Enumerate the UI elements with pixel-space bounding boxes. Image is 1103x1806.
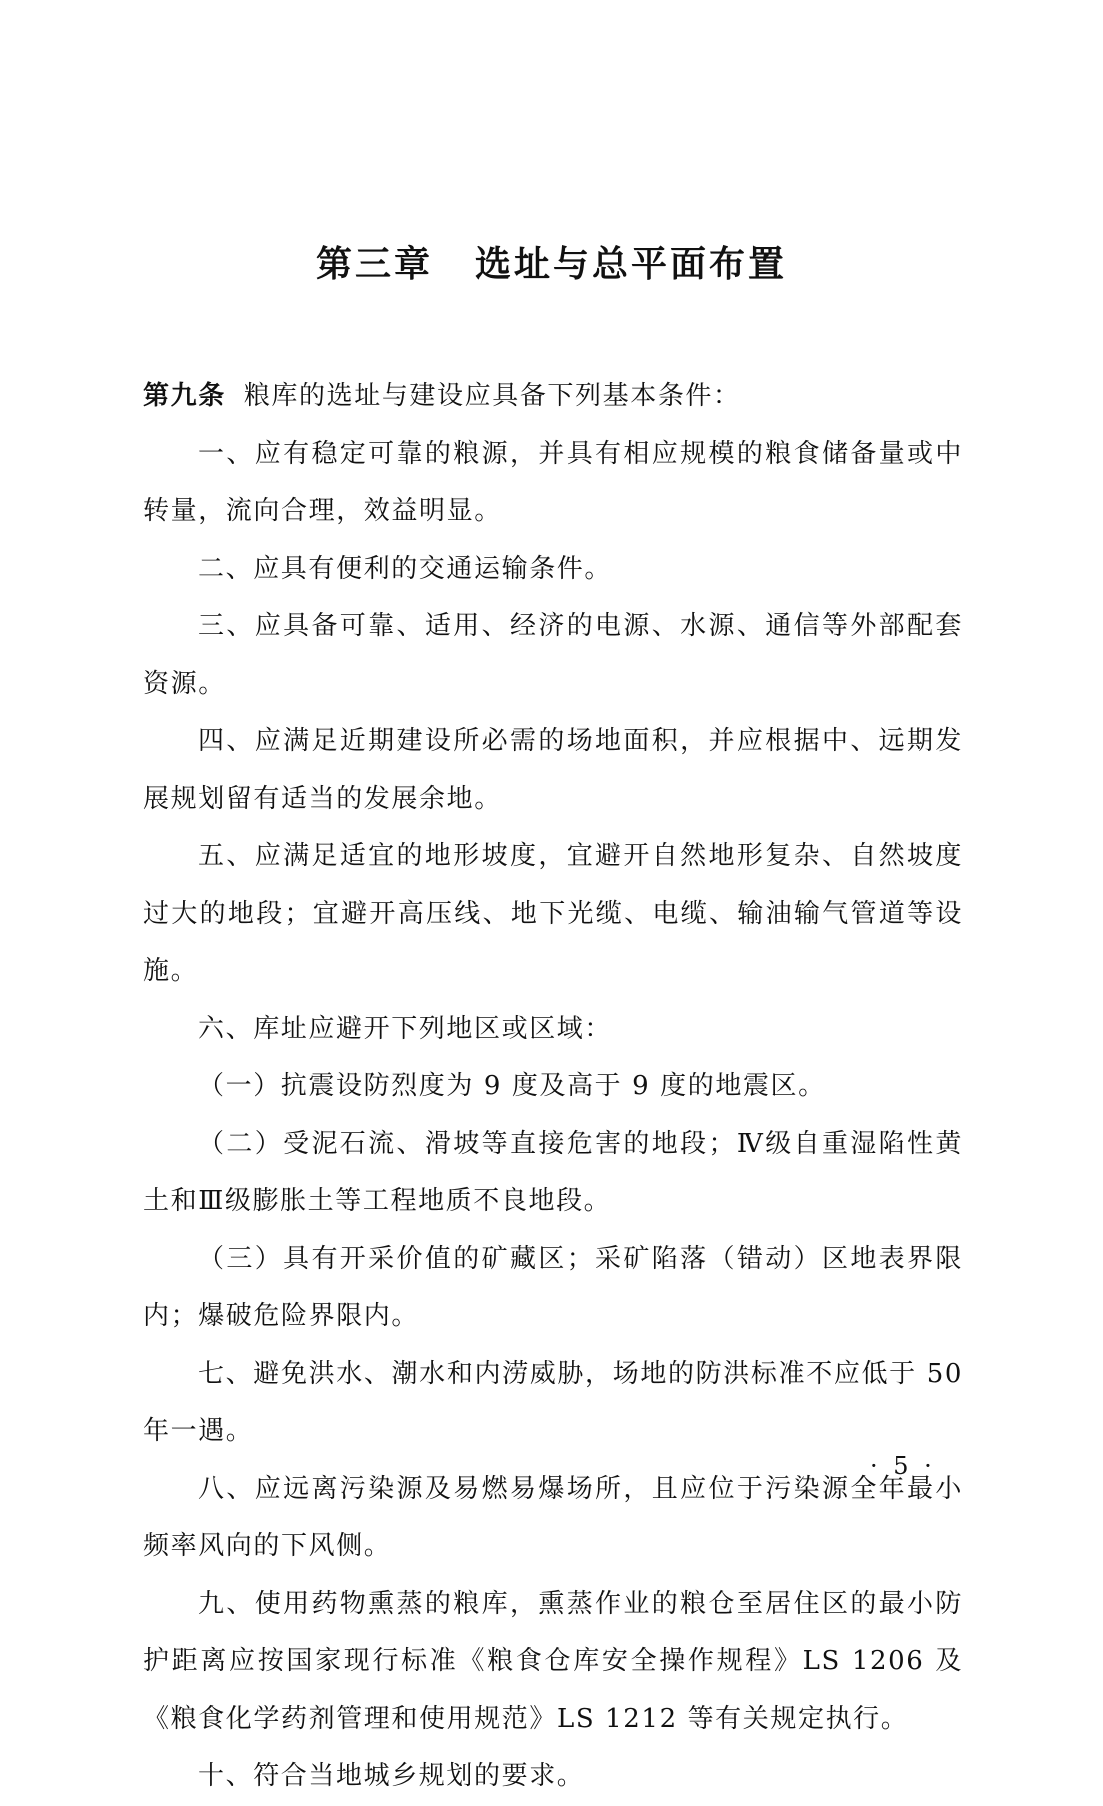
sub-item-3: （三）具有开采价值的矿藏区；采矿陷落（错动）区地表界限内；爆破危险界限内。 [143,1243,963,1331]
chapter-title: 选址与总平面布置 [475,244,788,285]
chapter-number: 第三章 [315,244,433,285]
article-number: 第九条 [143,381,226,411]
condition-item-10: 十、符合当地城乡规划的要求。 [198,1761,585,1791]
sub-item-2: （二）受泥石流、滑坡等直接危害的地段；Ⅳ级自重湿陷性黄土和Ⅲ级膨胀土等工程地质不良地段。 [143,1128,963,1216]
condition-item-3: 三、应具备可靠、适用、经济的电源、水源、通信等外部配套资源。 [143,611,963,699]
article-intro-text: 粮库的选址与建设应具备下列基本条件： [243,381,741,411]
condition-item-5: 五、应满足适宜的地形坡度，宜避开自然地形复杂、自然坡度过大的地段；宜避开高压线、地下光缆、电缆、输油输气管道等设施。 [143,841,963,986]
sub-item-1: （一）抗震设防烈度为 9 度及高于 9 度的地震区。 [198,1071,826,1101]
condition-item-6: 六、库址应避开下列地区或区域： [198,1013,613,1044]
condition-item-1: 一、应有稳定可靠的粮源，并具有相应规模的粮食储备量或中转量，流向合理，效益明显。 [143,438,963,526]
page-number: · 5 · [870,1452,936,1480]
chapter-heading [0,236,1103,287]
condition-item-7: 七、避免洪水、潮水和内涝威胁，场地的防洪标准不应低于 50 年一遇。 [143,1358,963,1446]
article-body [143,368,963,1806]
article-intro [143,368,963,426]
condition-item-9: 九、使用药物熏蒸的粮库，熏蒸作业的粮仓至居住区的最小防护距离应按国家现行标准《粮食仓库安全操作规程》LS 1206 及《粮食化学药剂管理和使用规范》LS 1212 等有关规定执行。 [143,1588,963,1734]
condition-item-8: 八、应远离污染源及易燃易爆场所，且应位于污染源全年最小频率风向的下风侧。 [143,1473,963,1561]
condition-item-4: 四、应满足近期建设所必需的场地面积，并应根据中、远期发展规划留有适当的发展余地。 [143,726,963,814]
condition-item-2: 二、应具有便利的交通运输条件。 [198,553,613,584]
